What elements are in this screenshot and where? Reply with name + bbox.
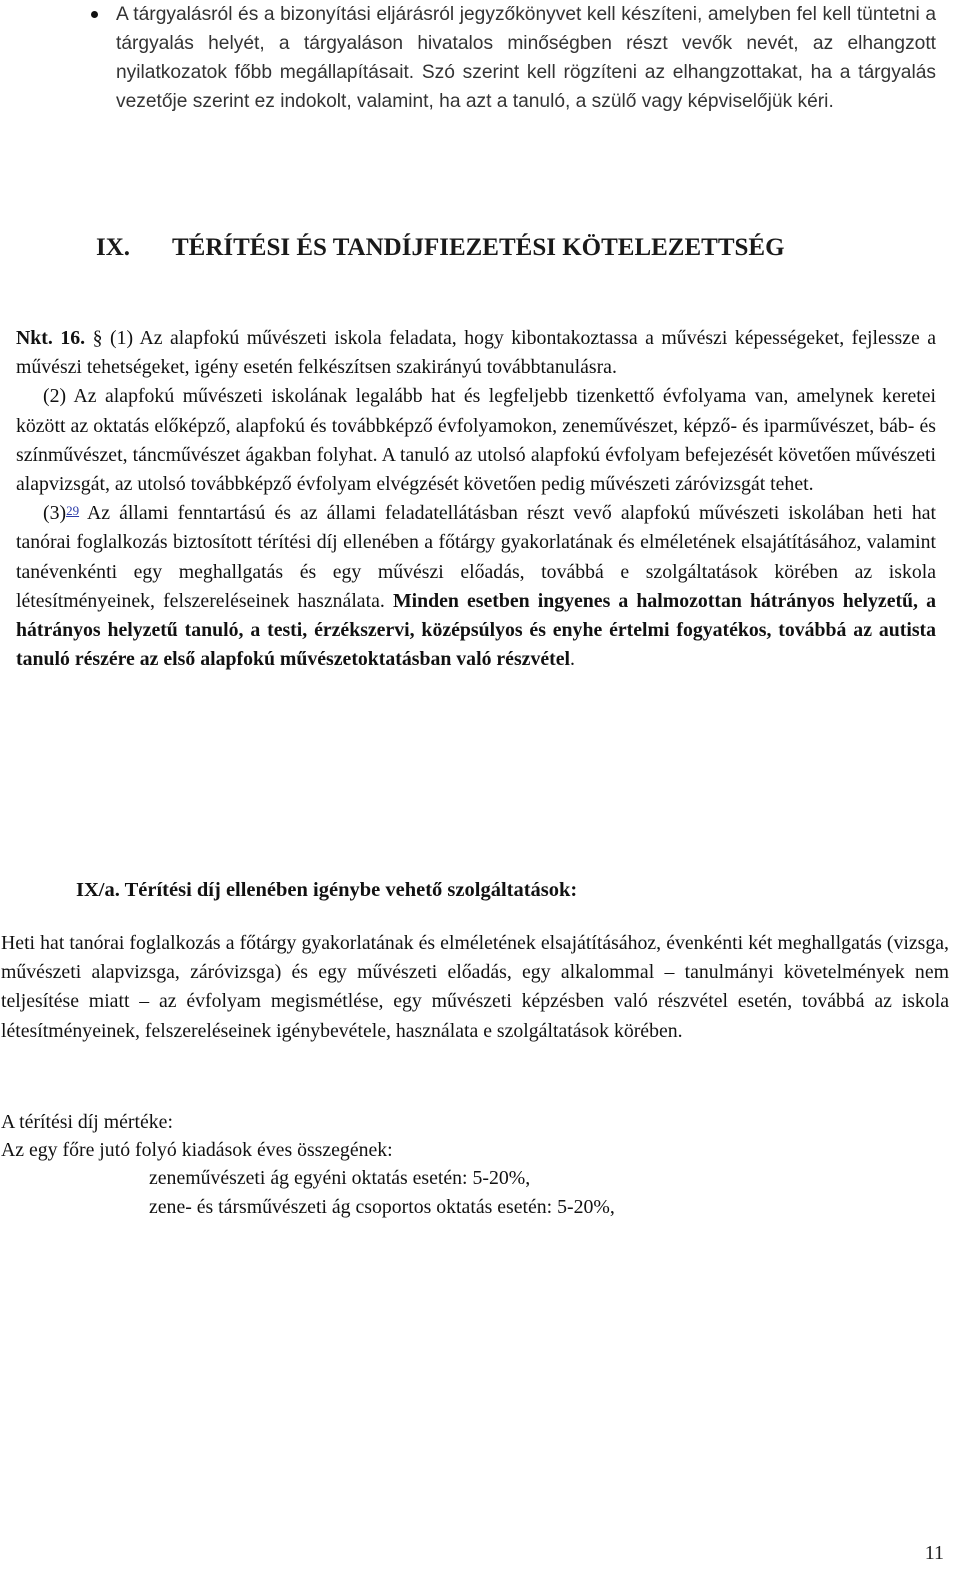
bullet-icon <box>91 11 98 18</box>
footnote-link[interactable]: 29 <box>66 503 80 519</box>
nkt-label: Nkt. 16. <box>16 327 86 349</box>
nkt-p3-end: . <box>569 648 575 671</box>
nkt-p3-bold: Minden esetben ingyenes a halmozottan hátrányos helyzetű, a hátrányos helyzetű tanuló, a testi, érzékszervi, középsúlyos és enyhe értelmi fogyatékos, továbbá az autista tanuló részére az első alapfokú művészetoktatásban való részvétel <box>16 589 937 671</box>
section-title: TÉRÍTÉSI ÉS TANDÍJFIEZETÉSI KÖTELEZETTSÉG <box>172 234 785 261</box>
nkt-p1-text: (1) Az alapfokú művészeti iskola feladata, hogy kibontakoztassa a művészi képességeket, fejlessze a művészi tehetségeket, igény esetén felkészítsen szakirányú továbbtanulásra. <box>16 327 937 379</box>
fee-line-1: zeneművészeti ág egyéni oktatás esetén: 5-20%, <box>149 1167 531 1189</box>
bullet-item <box>0 0 960 200</box>
section-number: IX. <box>96 234 131 261</box>
section-heading <box>96 232 936 264</box>
nkt-paragraph-3 <box>16 499 936 674</box>
services-block <box>1 929 949 1046</box>
services-text: Heti hat tanórai foglalkozás a főtárgy gyakorlatának és elméletének elsajátításához, évenkénti két meghallgatás (vizsga, művészeti alapvizsga, záróvizsga) és egy művészeti előadás, egy alkalommal – tanulmányi követelmények nem teljesítése miatt – az évfolyam megismétlése, egy művészeti képzésben való részvétel esetén, továbbá az iskola létesítményeinek, felszereléseinek igénybevétele, használata e szolgáltatások körében. <box>1 932 949 1042</box>
nkt-paragraph-2: (2) Az alapfokú művészeti iskolának legalább hat és legfeljebb tizenkettő évfolyama van, amelynek keretei között az oktatás előképző, alapfokú és továbbképző évfolyamokon, zeneművészet, képző- és iparművészet, báb- és színművészet, táncművészet ágakban folyhat. A tanuló az utolsó alapfokú évfolyam befejezését követően művészeti alapvizsgát, az utolsó továbbképző évfolyam elvégzését követően pedig művészeti záróvizsgát tehet. <box>16 385 936 496</box>
fee-title: A térítési díj mértéke: <box>1 1111 173 1133</box>
nkt-paragraphs <box>16 324 936 674</box>
nkt-paragraph-1 <box>16 324 936 382</box>
fee-line-2: zene- és társművészeti ág csoportos oktatás esetén: 5-20%, <box>149 1196 615 1218</box>
bullet-text: A tárgyalásról és a bizonyítási eljárásról jegyzőkönyvet kell készíteni, amelyben fel kell tüntetni a tárgyalás helyét, a tárgyaláson hivatalos minőségben részt vevők nevét, az elhangzott nyilatkozatok főbb megállapításait. Szó szerint kell rögzíteni az elhangzottakat, ha a tárgyalás vezetője szerint ez indokolt, valamint, ha azt a tanuló, a szülő vagy képviselőjük kéri. <box>116 4 936 112</box>
subheading: IX/a. Térítési díj ellenében igénybe vehető szolgáltatások: <box>76 879 578 901</box>
nkt-p3-prefix: (3) <box>43 502 67 525</box>
page-number: 11 <box>924 1542 944 1564</box>
nkt-p3-text: Az állami fenntartású és az állami feladatellátásban részt vevő alapfokú művészeti iskolában heti hat tanórai foglalkozás biztosított térítési díj ellenében a főtárgy gyakorlatának és elméletének elsajátításához, valamint tanévenkénti egy meghallgatás és egy művészi előadás, továbbá e szolgáltatások körében az iskola létesítményeinek, felszereléseinek használata. <box>16 502 936 612</box>
section-sign: § <box>92 327 103 349</box>
fee-intro: Az egy főre jutó folyó kiadások éves összegének: <box>1 1139 393 1161</box>
